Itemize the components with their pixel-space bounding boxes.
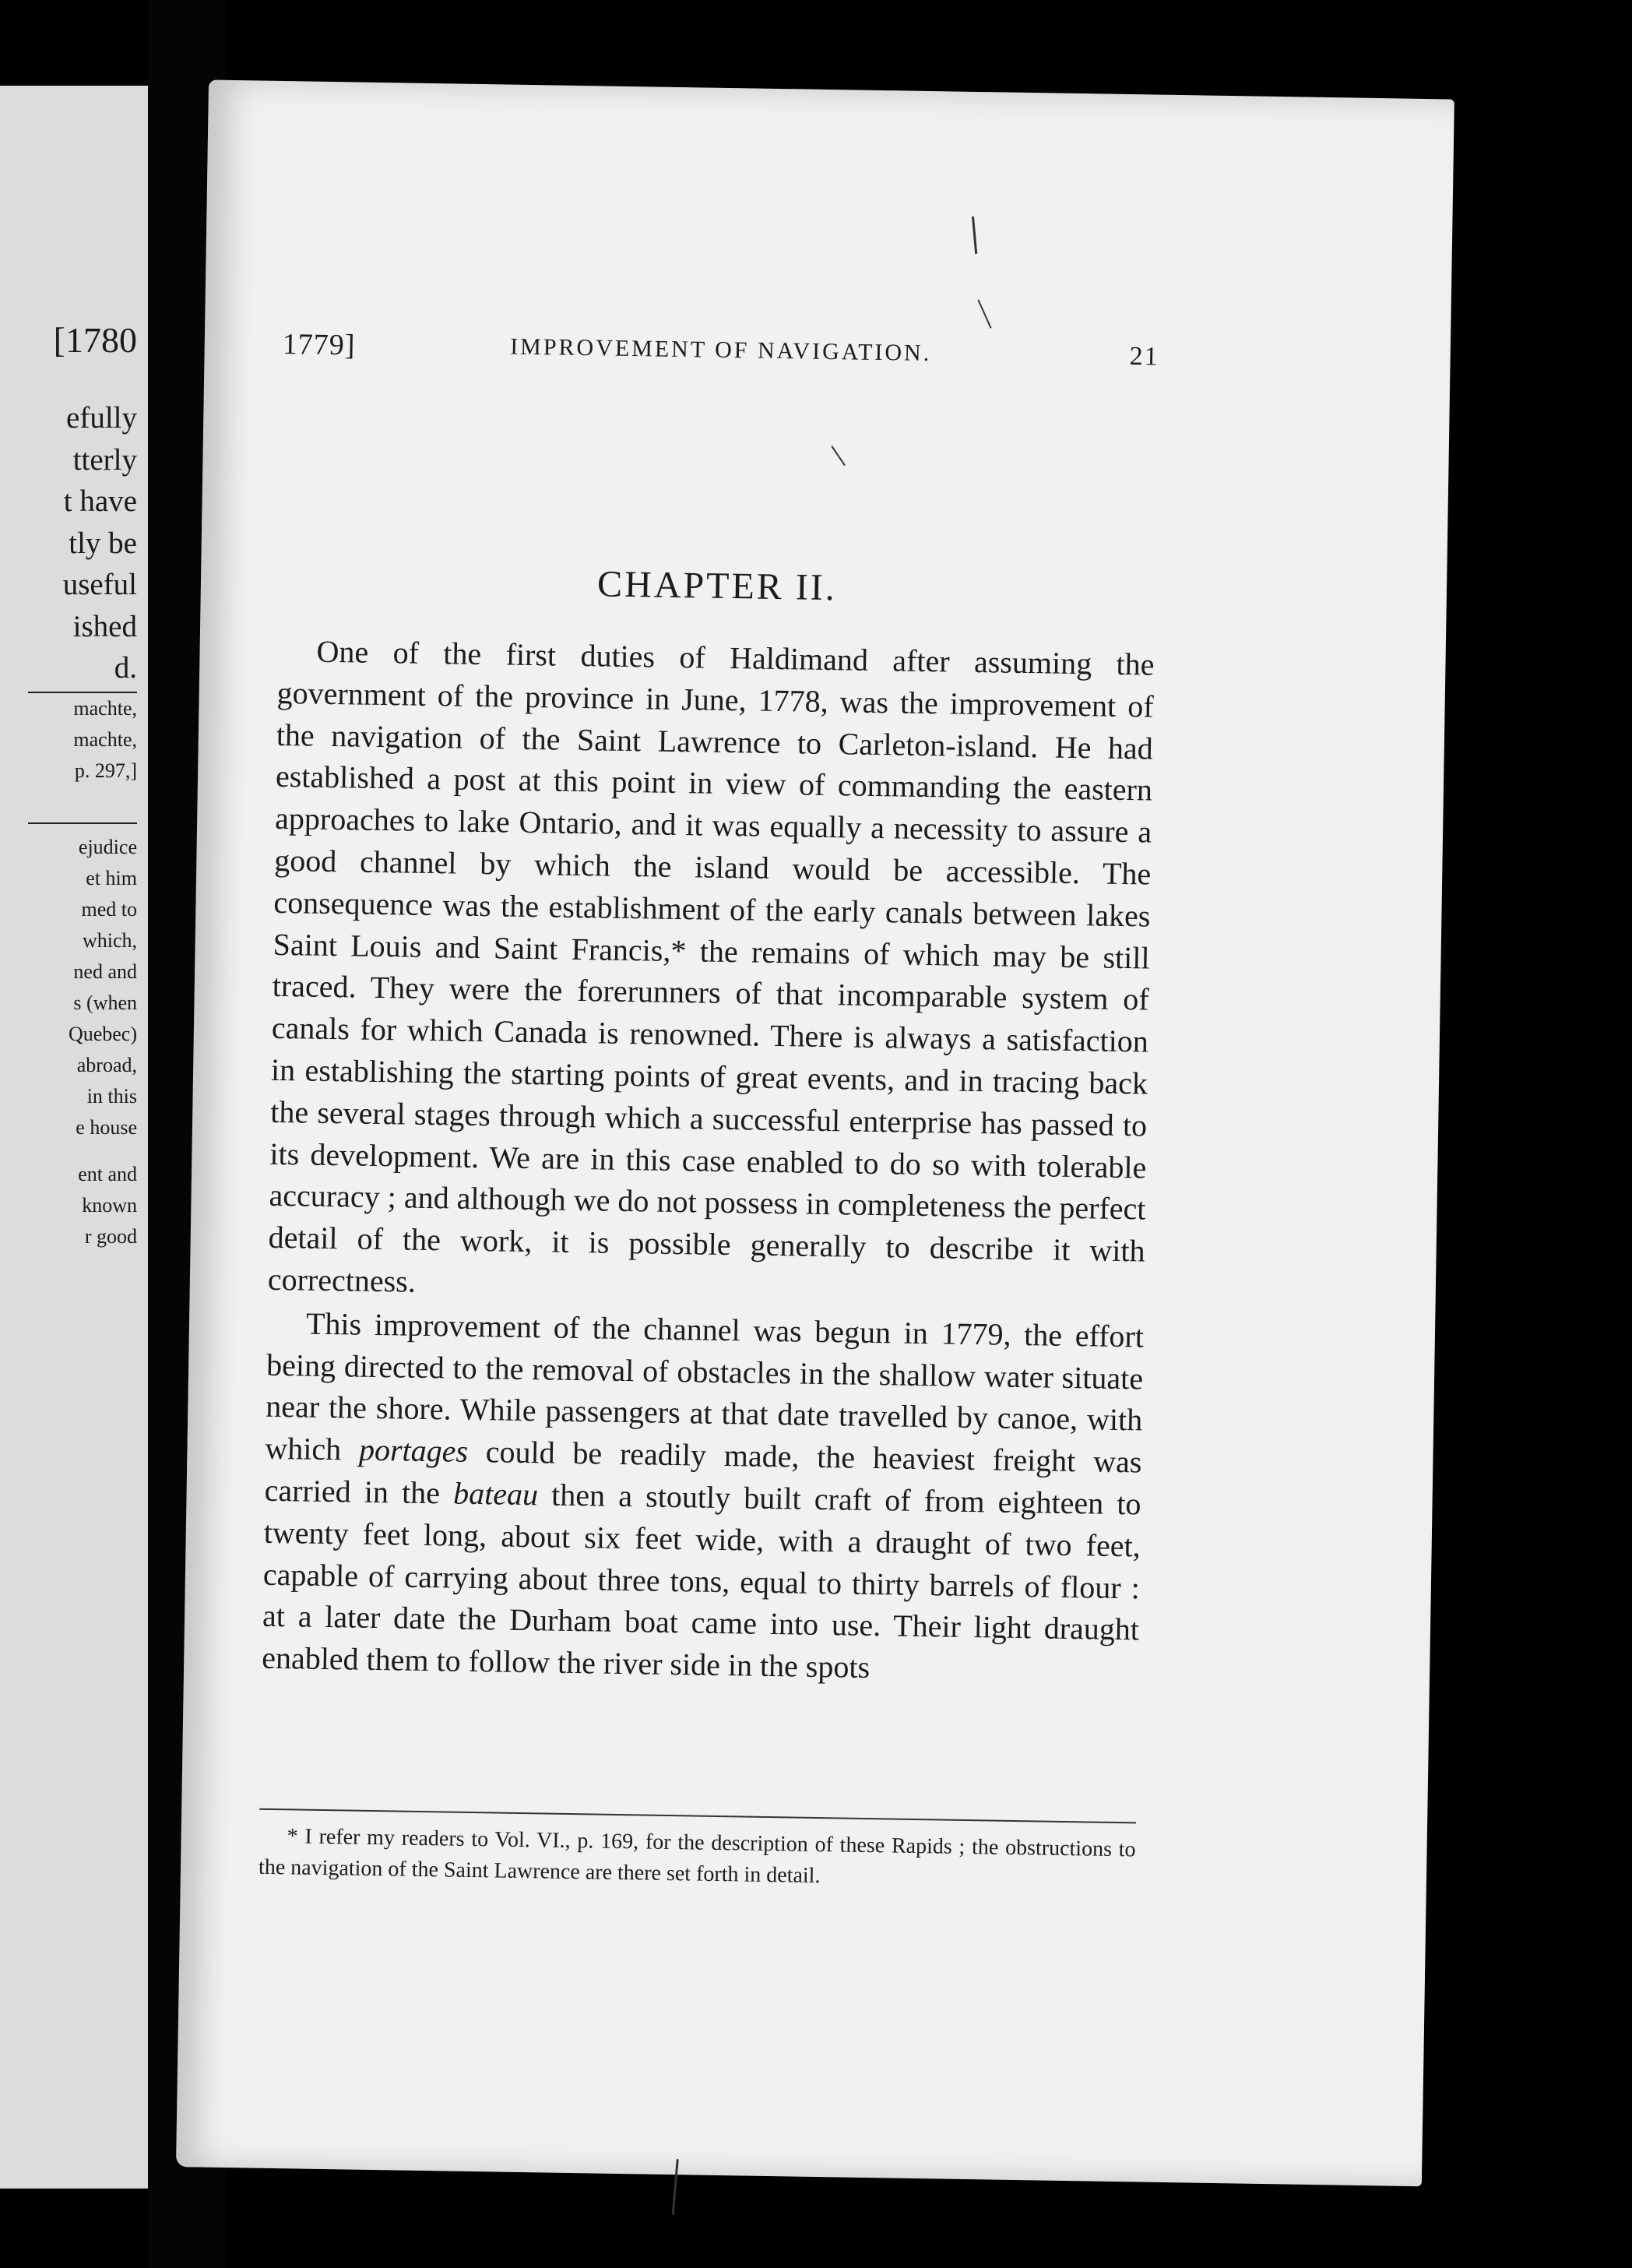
paragraph-text: This improvement of the channel was begun in 1779, the effort being directed to the removal of obstacles in the shallow water situate near the shore. While passengers at that date travelled by canoe, with which — [265, 1305, 1145, 1467]
paragraph-text: One of the first duties of Haldimand after assuming the government of the province in June, 1778, was the improvement of the navigation of the Saint Lawrence to Carleton-island. He had established a post at this point in view of commanding the eastern approaches to lake Ontario, and it was equally a necessity to assure a good channel by which the island would be accessible. The consequence was the establishment of the early canals between lakes Saint Louis and Saint Francis, — [273, 633, 1155, 968]
previous-page-line: p. 297,] — [74, 759, 137, 782]
footnote-marker: * — [287, 1824, 298, 1849]
book-page — [176, 79, 1454, 2186]
chapter-heading: CHAPTER II. — [596, 563, 838, 609]
previous-page-line: tly be — [69, 526, 137, 560]
scan-speck — [672, 2159, 679, 2215]
running-head-title: IMPROVEMENT OF NAVIGATION. — [509, 333, 932, 367]
italic-term: bateau — [452, 1475, 539, 1513]
previous-page-line: ned and — [73, 960, 137, 983]
previous-page-header: [1780 — [53, 320, 137, 360]
previous-page-line: machte, — [73, 728, 137, 751]
previous-page-line: s (when — [73, 991, 137, 1014]
previous-page-line: r good — [84, 1225, 137, 1248]
previous-page-line: t have — [63, 484, 137, 518]
previous-page-line: Quebec) — [68, 1023, 137, 1045]
scan-speck — [972, 217, 977, 254]
footnote-text: I refer my readers to Vol. VI., p. 169, for the description of these Rapids ; the obstructions to the navigation of the Saint Lawrence are there set forth in detail. — [258, 1824, 1136, 1889]
scan-speck — [977, 299, 991, 328]
page-number: 21 — [1129, 342, 1159, 372]
footnote-reference: * — [670, 932, 687, 968]
previous-page-line: machte, — [73, 697, 137, 720]
body-text — [262, 630, 1155, 1692]
footnote — [259, 1821, 1136, 1897]
paragraph-text: then a stoutly built craft of from eighteen to twenty feet long, about six feet wide, with a draught of two feet, capable of carrying about three tons, equal to thirty barrels of flour : at a later date the Durham boat came into use. Their light draught enabled them to follow the river side in the spots — [261, 1477, 1141, 1685]
previous-page-line: useful — [62, 568, 137, 601]
paragraph — [262, 1302, 1144, 1693]
previous-page-lines — [63, 397, 137, 689]
running-head — [282, 327, 1159, 388]
previous-page-notes-c — [78, 1159, 137, 1252]
running-head-year: 1779] — [282, 327, 356, 362]
paragraph-text: the remains of which may be still traced. They were the forerunners of that incomparable system of canals for which Canada is renowned. There is always a satisfaction in establishing the starting points of great events, and in tracing back the several stages through which a successful enterprise has passed to its development. We are in this case enabled to do so with tolerable accuracy ; and although we do not possess in completeness the perfect detail of the work, it is possible generally to describe it with correctness. — [267, 932, 1150, 1299]
previous-page-line: ejudice — [78, 836, 137, 858]
italic-term: portages — [358, 1432, 469, 1470]
previous-page-line: d. — [114, 651, 137, 685]
previous-page-notes-b — [69, 832, 137, 1143]
previous-page-notes-a — [73, 693, 137, 787]
previous-page-line: abroad, — [76, 1054, 137, 1076]
previous-page-line: tterly — [72, 442, 137, 477]
previous-page-line: med to — [81, 898, 137, 921]
paragraph — [267, 630, 1154, 1314]
previous-page-footnote-rule — [28, 822, 137, 824]
previous-page-line: in this — [86, 1085, 137, 1108]
previous-page-edge — [0, 86, 148, 2189]
previous-page-line: et him — [86, 867, 137, 889]
scan-speck — [831, 446, 845, 466]
previous-page-line: which, — [82, 929, 137, 952]
previous-page-line: ent and — [78, 1163, 137, 1185]
previous-page-line: efully — [66, 401, 137, 435]
previous-page-line: ished — [72, 609, 137, 643]
previous-page-line: known — [82, 1194, 137, 1217]
previous-page-line: e house — [76, 1116, 137, 1139]
footnote-rule — [259, 1808, 1136, 1824]
paragraph-text: could be readily made, the heaviest freight was carried in the — [264, 1434, 1142, 1511]
